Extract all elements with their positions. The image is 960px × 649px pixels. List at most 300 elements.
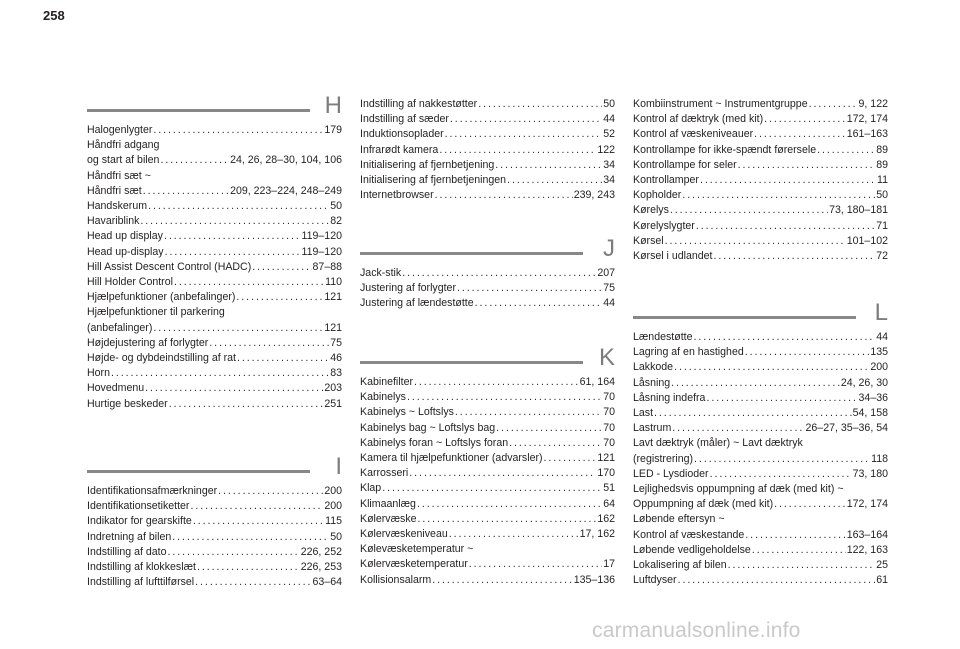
entry-pages: 50 bbox=[330, 530, 342, 543]
section-rule bbox=[360, 252, 583, 255]
entry-term: Initialisering af fjernbetjening bbox=[360, 158, 495, 171]
entry-term: Havariblink bbox=[87, 215, 140, 228]
index-entry bbox=[360, 188, 615, 203]
entry-term: Kørelyslygter bbox=[633, 219, 695, 232]
entry-pages: 118 bbox=[871, 452, 888, 465]
entry-list bbox=[87, 123, 342, 412]
index-entry bbox=[87, 560, 342, 575]
section-rule bbox=[360, 361, 583, 364]
entry-term: Justering af lændestøtte bbox=[360, 297, 474, 310]
dot-leader bbox=[544, 451, 597, 466]
dot-leader bbox=[164, 229, 301, 244]
entry-pages: 121 bbox=[324, 321, 342, 334]
entry-term: Indstilling af nakkestøtter bbox=[360, 98, 478, 110]
entry-term: Head up display bbox=[87, 230, 163, 243]
index-entry bbox=[360, 281, 615, 296]
dot-leader bbox=[670, 203, 828, 218]
entry-term: Hjælpefunktioner til parkering bbox=[87, 306, 225, 319]
dot-leader bbox=[190, 499, 323, 514]
entry-pages: 170 bbox=[597, 467, 615, 480]
index-entry bbox=[360, 421, 615, 436]
entry-pages: 200 bbox=[324, 485, 342, 497]
index-entry bbox=[360, 557, 615, 572]
index-entry bbox=[360, 173, 615, 188]
dot-leader bbox=[693, 330, 875, 345]
index-entry bbox=[633, 512, 888, 527]
dot-leader bbox=[495, 158, 602, 173]
index-entry bbox=[87, 381, 342, 396]
index-entry bbox=[87, 275, 342, 290]
entry-pages: 207 bbox=[597, 267, 615, 279]
dot-leader bbox=[145, 381, 323, 396]
index-entry bbox=[360, 436, 615, 451]
index-entry bbox=[360, 466, 615, 481]
dot-leader bbox=[193, 514, 324, 529]
entry-pages: 63–64 bbox=[312, 576, 342, 589]
section-k-continued bbox=[633, 97, 888, 264]
entry-term: Indikator for gearskifte bbox=[87, 515, 192, 528]
entry-pages: 24, 26, 28–30, 104, 106 bbox=[230, 154, 342, 167]
section-l bbox=[633, 299, 888, 588]
entry-pages: 135–136 bbox=[573, 573, 615, 586]
dot-leader bbox=[417, 497, 602, 512]
entry-term: Lagring af en hastighed bbox=[633, 346, 744, 359]
entry-pages: 75 bbox=[330, 336, 342, 349]
entry-term: Indstilling af lufttilførsel bbox=[87, 576, 195, 589]
index-entry bbox=[360, 573, 615, 588]
index-entry bbox=[87, 366, 342, 381]
dot-leader bbox=[678, 573, 876, 588]
entry-pages: 70 bbox=[603, 421, 615, 434]
entry-pages: 172, 174 bbox=[846, 498, 888, 511]
entry-pages: 172, 174 bbox=[846, 113, 888, 126]
index-entry bbox=[633, 421, 888, 436]
entry-term: Indstilling af dato bbox=[87, 545, 167, 558]
dot-leader bbox=[706, 391, 857, 406]
section-j bbox=[360, 235, 615, 312]
index-entry bbox=[360, 512, 615, 527]
dot-leader bbox=[710, 467, 852, 482]
entry-term: Jack-stik bbox=[360, 267, 402, 279]
entry-term: Kontrollamper bbox=[633, 174, 699, 187]
entry-pages: 161–163 bbox=[846, 128, 888, 141]
dot-leader bbox=[745, 528, 845, 543]
entry-term: Kølervæsketemperatur bbox=[360, 558, 468, 571]
entry-pages: 87–88 bbox=[312, 260, 342, 273]
entry-term: Lændestøtte bbox=[633, 331, 693, 343]
entry-term: Hurtige beskeder bbox=[87, 397, 168, 410]
index-entry bbox=[87, 138, 342, 153]
index-entry bbox=[360, 375, 615, 390]
entry-term: Karrosseri bbox=[360, 467, 409, 480]
entry-term: Halogenlygter bbox=[87, 124, 153, 136]
index-entry bbox=[87, 530, 342, 545]
entry-pages: 121 bbox=[324, 291, 342, 304]
index-entry bbox=[360, 390, 615, 405]
entry-term: og start af bilen bbox=[87, 154, 160, 167]
entry-pages: 17, 162 bbox=[579, 528, 615, 541]
index-entry bbox=[633, 203, 888, 218]
entry-term: Kørsel bbox=[633, 234, 664, 247]
entry-pages: 203 bbox=[324, 382, 342, 395]
entry-pages: 52 bbox=[603, 128, 615, 141]
entry-term: Kølervæske bbox=[360, 512, 417, 525]
index-entry bbox=[87, 260, 342, 275]
dot-leader bbox=[168, 545, 300, 560]
entry-term: Identifikationsetiketter bbox=[87, 500, 190, 513]
dot-leader bbox=[700, 173, 876, 188]
index-entry bbox=[633, 467, 888, 482]
dot-leader bbox=[111, 366, 329, 381]
index-entry bbox=[87, 169, 342, 184]
entry-list bbox=[360, 266, 615, 312]
entry-pages: 89 bbox=[876, 143, 888, 156]
index-entry bbox=[633, 436, 888, 451]
entry-pages: 61 bbox=[876, 574, 888, 587]
index-entry bbox=[360, 542, 615, 557]
entry-term: Løbende eftersyn ~ bbox=[633, 513, 725, 526]
section-k bbox=[360, 344, 615, 588]
index-entry bbox=[360, 451, 615, 466]
entry-pages: 34 bbox=[603, 158, 615, 171]
index-entry bbox=[360, 481, 615, 496]
entry-term: Head up-display bbox=[87, 245, 164, 258]
entry-term: Initialisering af fjernbetjeningen bbox=[360, 174, 507, 187]
index-entry bbox=[633, 345, 888, 360]
section-header-j bbox=[360, 235, 615, 266]
entry-pages: 251 bbox=[324, 397, 342, 410]
dot-leader bbox=[714, 249, 876, 264]
dot-leader bbox=[140, 214, 329, 229]
entry-pages: 26–27, 35–36, 54 bbox=[805, 422, 888, 435]
index-entry bbox=[87, 184, 342, 199]
entry-pages: 17 bbox=[603, 558, 615, 571]
entry-term: Lavt dæktryk (måler) ~ Lavt dæktryk bbox=[633, 437, 803, 450]
index-entry bbox=[87, 321, 342, 336]
entry-term: Justering af forlygter bbox=[360, 282, 456, 295]
entry-term: Kabinelys ~ Loftslys bbox=[360, 406, 454, 419]
index-entry bbox=[87, 575, 342, 590]
dot-leader bbox=[496, 421, 602, 436]
section-letter: L bbox=[874, 299, 888, 326]
entry-pages: 50 bbox=[603, 98, 615, 110]
index-entry bbox=[633, 97, 888, 112]
index-entry bbox=[360, 143, 615, 158]
dot-leader bbox=[764, 112, 846, 127]
index-entry bbox=[87, 499, 342, 514]
entry-term: Låsning indefra bbox=[633, 391, 706, 404]
entry-pages: 72 bbox=[876, 250, 888, 263]
entry-pages: 75 bbox=[603, 282, 615, 295]
index-entry bbox=[633, 158, 888, 173]
section-i bbox=[87, 453, 342, 590]
entry-term: Identifikationsafmærkninger bbox=[87, 485, 218, 497]
index-entry bbox=[633, 452, 888, 467]
dot-leader bbox=[507, 173, 602, 188]
dot-leader bbox=[469, 557, 602, 572]
entry-pages: 44 bbox=[876, 331, 888, 343]
entry-pages: 54, 158 bbox=[852, 407, 888, 420]
dot-leader bbox=[402, 266, 596, 281]
dot-leader bbox=[160, 153, 229, 168]
entry-pages: 121 bbox=[597, 452, 615, 465]
entry-pages: 119–120 bbox=[301, 230, 342, 243]
entry-term: Internetbrowser bbox=[360, 189, 434, 202]
entry-pages: 122, 163 bbox=[846, 543, 888, 556]
entry-term: Håndfri adgang bbox=[87, 139, 160, 152]
entry-term: (anbefalinger) bbox=[87, 321, 153, 334]
entry-term: Kontrol af dæktryk (med kit) bbox=[633, 113, 764, 126]
index-entry bbox=[633, 249, 888, 264]
index-entry bbox=[633, 330, 888, 345]
entry-term: Lejlighedsvis oppumpning af dæk (med kit) ~ bbox=[633, 483, 844, 496]
entry-term: Kamera til hjælpefunktioner (advarsler) bbox=[360, 452, 543, 465]
index-entry bbox=[87, 397, 342, 412]
dot-leader bbox=[435, 188, 573, 203]
entry-term: Højdejustering af forlygter bbox=[87, 336, 209, 349]
dot-leader bbox=[172, 530, 329, 545]
entry-pages: 46 bbox=[330, 352, 342, 365]
index-entry bbox=[633, 543, 888, 558]
entry-pages: 70 bbox=[603, 391, 615, 404]
dot-leader bbox=[674, 360, 869, 375]
dot-leader bbox=[696, 219, 875, 234]
entry-list bbox=[360, 97, 615, 203]
dot-leader bbox=[665, 234, 846, 249]
entry-term: Kontrollampe for seler bbox=[633, 158, 737, 171]
entry-term: Kollisionsalarm bbox=[360, 573, 432, 586]
dot-leader bbox=[455, 405, 602, 420]
entry-term: Infrarødt kamera bbox=[360, 143, 439, 156]
entry-term: Kørelys bbox=[633, 204, 669, 217]
dot-leader bbox=[672, 421, 804, 436]
index-entry bbox=[87, 545, 342, 560]
dot-leader bbox=[409, 466, 596, 481]
entry-pages: 162 bbox=[597, 512, 615, 525]
index-entry bbox=[633, 143, 888, 158]
entry-term: Kontrol af væskeniveauer bbox=[633, 128, 754, 141]
entry-pages: 44 bbox=[603, 113, 615, 126]
watermark: carmanualsonline.info bbox=[592, 619, 801, 642]
dot-leader bbox=[143, 184, 229, 199]
index-entry bbox=[633, 219, 888, 234]
index-entry bbox=[360, 296, 615, 311]
entry-term: Horn bbox=[87, 367, 110, 380]
dot-leader bbox=[809, 97, 858, 112]
entry-term: Kabinelys foran ~ Loftslys foran bbox=[360, 436, 509, 449]
entry-list bbox=[360, 375, 615, 588]
section-rule bbox=[633, 316, 856, 319]
index-entry bbox=[360, 158, 615, 173]
entry-term: Klimaanlæg bbox=[360, 497, 416, 510]
entry-term: Hill Assist Descent Control (HADC) bbox=[87, 260, 252, 273]
index-entry bbox=[633, 234, 888, 249]
section-header-i bbox=[87, 453, 342, 484]
index-entry bbox=[633, 528, 888, 543]
entry-term: LED - Lysdioder bbox=[633, 467, 709, 480]
dot-leader bbox=[450, 112, 602, 127]
section-h bbox=[87, 92, 342, 412]
dot-leader bbox=[195, 575, 311, 590]
index-entry bbox=[633, 376, 888, 391]
dot-leader bbox=[197, 560, 300, 575]
index-entry bbox=[633, 406, 888, 421]
entry-pages: 209, 223–224, 248–249 bbox=[230, 184, 342, 197]
index-entry bbox=[633, 360, 888, 375]
entry-pages: 11 bbox=[877, 174, 888, 187]
entry-pages: 226, 252 bbox=[300, 545, 342, 558]
page-number: 258 bbox=[43, 8, 65, 23]
entry-list bbox=[633, 330, 888, 588]
dot-leader bbox=[745, 345, 870, 360]
index-entry bbox=[87, 514, 342, 529]
dot-leader bbox=[817, 143, 875, 158]
entry-term: Klap bbox=[360, 482, 382, 495]
dot-leader bbox=[382, 481, 602, 496]
entry-term: Oppumpning af dæk (med kit) bbox=[633, 498, 774, 511]
entry-pages: 50 bbox=[876, 189, 888, 202]
entry-pages: 34–36 bbox=[858, 391, 888, 404]
entry-pages: 25 bbox=[876, 559, 888, 572]
entry-term: Løbende vedligeholdelse bbox=[633, 543, 751, 556]
entry-term: Kombiinstrument ~ Instrumentgruppe bbox=[633, 98, 808, 110]
entry-pages: 119–120 bbox=[301, 245, 342, 258]
entry-term: Kopholder bbox=[633, 189, 682, 202]
dot-leader bbox=[478, 97, 602, 112]
index-entry bbox=[87, 199, 342, 214]
entry-pages: 9, 122 bbox=[858, 98, 888, 110]
entry-pages: 226, 253 bbox=[300, 561, 342, 574]
entry-pages: 179 bbox=[324, 124, 342, 136]
entry-pages: 200 bbox=[324, 500, 342, 513]
index-entry bbox=[87, 229, 342, 244]
entry-term: Kontrol af væskestande bbox=[633, 528, 745, 541]
index-entry bbox=[87, 290, 342, 305]
index-entry bbox=[360, 405, 615, 420]
entry-list bbox=[633, 97, 888, 264]
entry-pages: 64 bbox=[603, 497, 615, 510]
entry-term: Induktionsoplader bbox=[360, 128, 444, 141]
dot-leader bbox=[439, 143, 596, 158]
entry-pages: 135 bbox=[870, 346, 888, 359]
section-letter: J bbox=[603, 235, 615, 262]
dot-leader bbox=[252, 260, 311, 275]
dot-leader bbox=[475, 296, 603, 311]
index-entry bbox=[360, 527, 615, 542]
index-entry bbox=[87, 245, 342, 260]
entry-term: Indretning af bilen bbox=[87, 530, 172, 543]
dot-leader bbox=[671, 376, 840, 391]
entry-pages: 24, 26, 30 bbox=[840, 376, 888, 389]
entry-list bbox=[87, 484, 342, 590]
dot-leader bbox=[509, 436, 602, 451]
entry-pages: 89 bbox=[876, 158, 888, 171]
entry-term: Luftdyser bbox=[633, 574, 677, 587]
section-header-k bbox=[360, 344, 615, 375]
dot-leader bbox=[414, 375, 579, 390]
entry-term: Hjælpefunktioner (anbefalinger) bbox=[87, 291, 236, 304]
dot-leader bbox=[774, 497, 846, 512]
dot-leader bbox=[432, 573, 573, 588]
section-letter: I bbox=[335, 453, 342, 480]
dot-leader bbox=[682, 188, 875, 203]
entry-term: Hovedmenu bbox=[87, 382, 145, 395]
entry-pages: 82 bbox=[330, 215, 342, 228]
entry-pages: 163–164 bbox=[846, 528, 888, 541]
entry-term: Kølervæskeniveau bbox=[360, 528, 448, 541]
section-i-continued bbox=[360, 97, 615, 203]
index-entry bbox=[633, 188, 888, 203]
dot-leader bbox=[237, 351, 329, 366]
index-entry bbox=[633, 173, 888, 188]
entry-term: Lakkode bbox=[633, 361, 674, 374]
dot-leader bbox=[738, 158, 876, 173]
entry-pages: 110 bbox=[325, 276, 342, 289]
dot-leader bbox=[728, 558, 876, 573]
entry-term: Indstilling af sæder bbox=[360, 113, 449, 126]
entry-pages: 61, 164 bbox=[579, 376, 615, 388]
entry-pages: 70 bbox=[603, 406, 615, 419]
section-header-l bbox=[633, 299, 888, 330]
dot-leader bbox=[407, 390, 602, 405]
index-entry bbox=[633, 573, 888, 588]
index-entry bbox=[87, 305, 342, 320]
entry-term: Kontrollampe for ikke-spændt førersele bbox=[633, 143, 817, 156]
section-letter: H bbox=[324, 92, 342, 119]
dot-leader bbox=[165, 245, 301, 260]
entry-term: Håndfri sæt ~ bbox=[87, 169, 151, 182]
entry-term: Hill Holder Control bbox=[87, 276, 173, 289]
entry-pages: 101–102 bbox=[846, 234, 888, 247]
entry-term: Kabinelys bbox=[360, 391, 406, 404]
dot-leader bbox=[654, 406, 852, 421]
index-entry bbox=[633, 558, 888, 573]
entry-term: Højde- og dybdeindstilling af rat bbox=[87, 352, 236, 365]
entry-term: Håndfri sæt bbox=[87, 184, 142, 197]
index-entry bbox=[360, 127, 615, 142]
dot-leader bbox=[449, 527, 579, 542]
dot-leader bbox=[209, 336, 329, 351]
entry-pages: 73, 180 bbox=[852, 467, 888, 480]
entry-pages: 50 bbox=[330, 200, 342, 213]
index-entry bbox=[87, 351, 342, 366]
section-letter: K bbox=[598, 344, 615, 371]
dot-leader bbox=[445, 127, 603, 142]
entry-pages: 239, 243 bbox=[573, 189, 615, 202]
entry-term: Kørsel i udlandet bbox=[633, 250, 713, 263]
index-entry bbox=[633, 482, 888, 497]
index-entry bbox=[87, 484, 342, 499]
index-entry bbox=[87, 214, 342, 229]
section-rule bbox=[87, 470, 310, 473]
index-entry bbox=[360, 497, 615, 512]
entry-pages: 73, 180–181 bbox=[829, 204, 888, 217]
entry-term: Låsning bbox=[633, 376, 671, 389]
entry-term: Lastrum bbox=[633, 422, 672, 435]
entry-pages: 44 bbox=[603, 297, 615, 310]
dot-leader bbox=[694, 452, 870, 467]
index-entry bbox=[87, 123, 342, 138]
index-entry bbox=[633, 127, 888, 142]
dot-leader bbox=[752, 543, 846, 558]
dot-leader bbox=[153, 321, 323, 336]
entry-pages: 83 bbox=[330, 367, 342, 380]
entry-term: Kabinefilter bbox=[360, 376, 413, 388]
index-entry bbox=[633, 497, 888, 512]
index-entry bbox=[633, 391, 888, 406]
section-rule bbox=[87, 109, 310, 112]
index-entry bbox=[87, 153, 342, 168]
